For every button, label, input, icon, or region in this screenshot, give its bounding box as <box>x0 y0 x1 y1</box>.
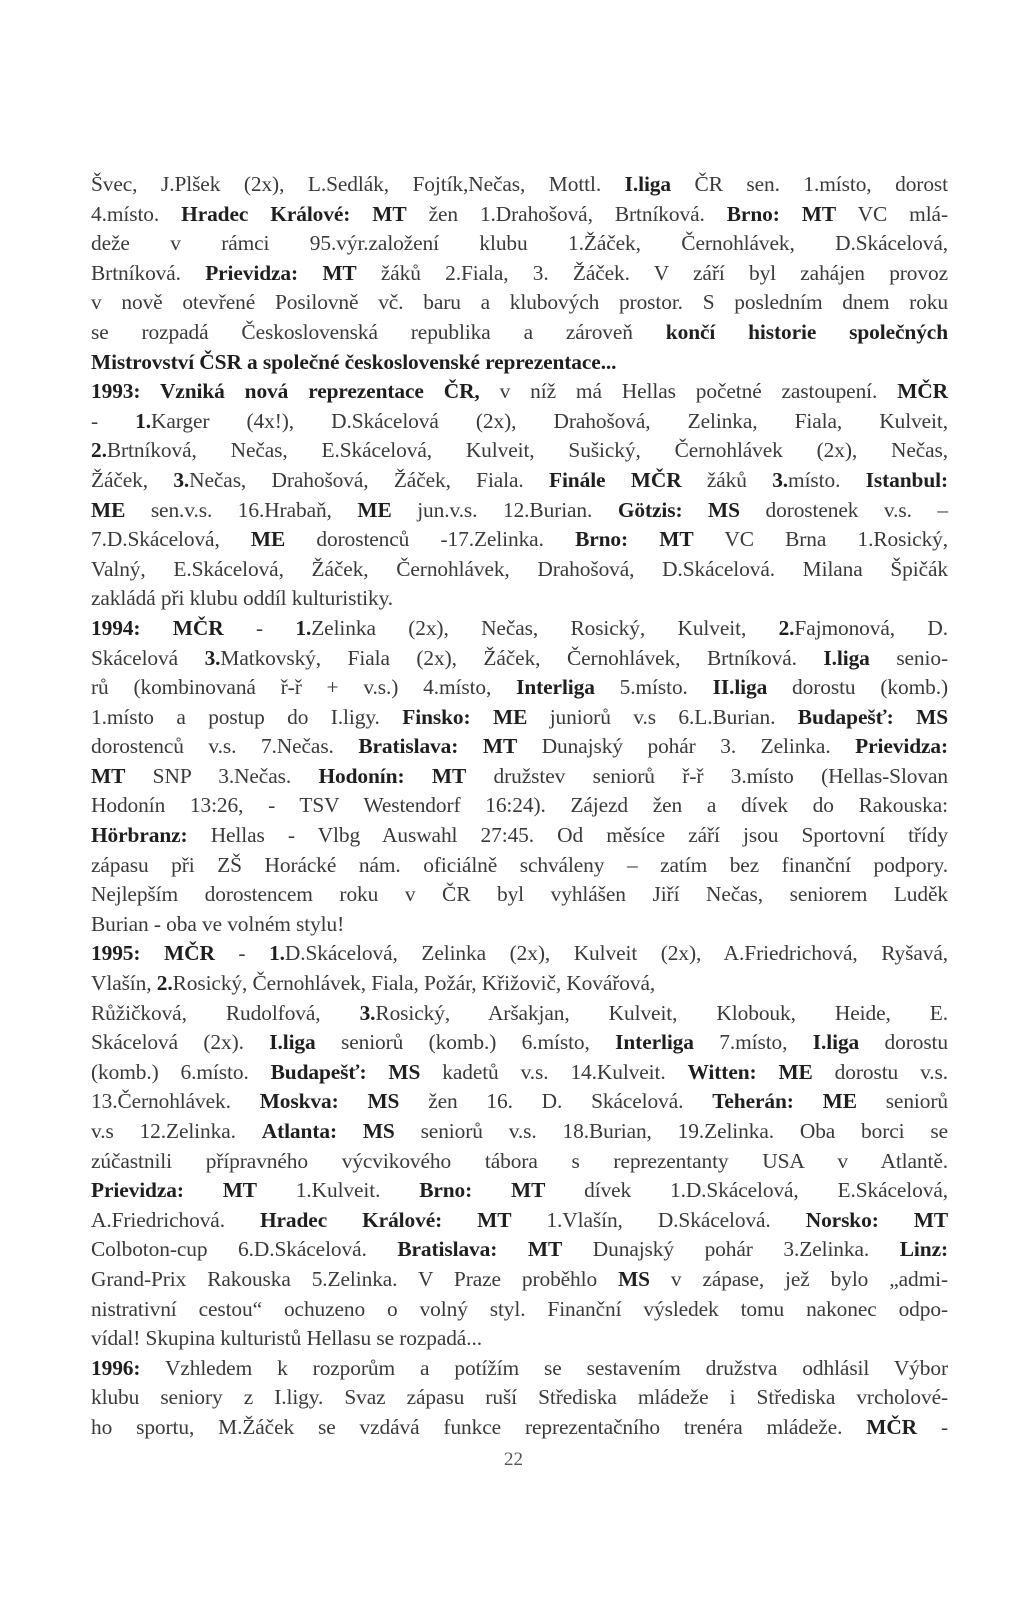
bold-text-segment: MS <box>618 1266 650 1291</box>
bold-text-segment: I.liga <box>269 1030 316 1055</box>
text-segment: v níž má Hellas početné zastoupení. <box>479 379 898 404</box>
bold-text-segment: Hörbranz: <box>91 823 188 848</box>
bold-text-segment: Istanbul: <box>865 467 948 492</box>
text-segment: - <box>214 941 270 966</box>
text-line <box>91 200 948 230</box>
text-segment: Zelinka (2x), Nečas, Rosický, Kulveit, <box>311 615 779 640</box>
text-line <box>91 1206 948 1236</box>
text-line <box>91 318 948 348</box>
text-line <box>91 1147 948 1177</box>
text-line <box>91 1176 948 1206</box>
text-segment: deže v rámci 95.výr.založení klubu 1.Žáček, Černohlávek, D.Skácelová, <box>91 231 948 256</box>
text-segment: Grand-Prix Rakouska 5.Zelinka. V Praze proběhlo <box>91 1266 619 1291</box>
bold-text-segment: 2. <box>156 971 173 996</box>
text-segment: Fajmonová, D. <box>794 615 948 640</box>
text-segment: seniorů v.s. 18.Burian, 19.Zelinka. Oba borci se <box>394 1119 948 1143</box>
bold-text-segment: MČR <box>866 1414 918 1439</box>
text-segment: (komb.) 6.místo. <box>91 1059 271 1084</box>
bold-text-segment: 1993: Vzniká nová reprezentace ČR, <box>91 379 480 404</box>
text-segment: - <box>91 408 136 433</box>
text-segment: zápasu při ZŠ Horácké nám. oficiálně schváleny – zatím bez finanční podpory. <box>91 852 948 877</box>
text-line <box>91 791 948 821</box>
text-line <box>91 939 948 969</box>
bold-text-segment: 1996: <box>91 1355 141 1380</box>
bold-text-segment: MČR <box>897 379 948 404</box>
bold-text-segment: Hradec Králové: MT <box>259 1207 512 1232</box>
bold-text-segment: I.liga <box>823 645 870 670</box>
text-segment: žen 16. D. Skácelová. <box>399 1089 713 1114</box>
bold-text-segment: končí historie společných <box>665 319 948 344</box>
text-segment: Nečas, Drahošová, Žáček, Fiala. <box>189 467 549 492</box>
text-segment: dívek 1.D.Skácelová, E.Skácelová, <box>545 1178 948 1203</box>
text-segment: Brtníková, Nečas, E.Skácelová, Kulveit, Sušický, Černohlávek (2x), Nečas, <box>106 438 948 463</box>
text-segment: Vzhledem k rozporům a potížím se sestavením družstva odhlásil Výbor <box>140 1355 948 1380</box>
text-segment: SNP 3.Nečas. <box>125 763 319 788</box>
bold-text-segment: 1. <box>269 941 285 966</box>
text-line <box>91 910 948 940</box>
text-line <box>91 1383 948 1413</box>
bold-text-segment: 1. <box>135 408 151 433</box>
text-line <box>91 999 948 1029</box>
text-line <box>91 1354 948 1384</box>
text-line <box>91 377 948 407</box>
text-segment: 1.místo a postup do I.ligy. <box>91 704 403 729</box>
text-segment: Skácelová (2x). <box>91 1030 270 1055</box>
bold-text-segment: Bratislava: MT <box>397 1237 563 1262</box>
bold-text-segment: Mistrovství ČSR a společné československé reprezentace... <box>91 349 617 374</box>
text-segment: - <box>917 1414 948 1439</box>
bold-text-segment: 3. <box>204 645 221 670</box>
text-line <box>91 1324 948 1354</box>
page-number: 22 <box>504 1449 523 1470</box>
text-segment: v zápase, jež bylo „admi- <box>649 1266 949 1291</box>
bold-text-segment: Finsko: ME <box>402 704 528 729</box>
bold-text-segment: Finále MČR <box>549 467 682 492</box>
text-segment: 1.Vlašín, D.Skácelová. <box>511 1207 806 1232</box>
bold-text-segment: Hodonín: MT <box>318 763 467 788</box>
text-segment: místo. <box>788 467 866 492</box>
text-segment: žen 1.Drahošová, Brtníková. <box>406 201 727 226</box>
bold-text-segment: Teherán: ME <box>712 1089 857 1114</box>
bold-text-segment: 1995: MČR <box>91 941 215 966</box>
text-segment: Žáček, <box>91 467 174 492</box>
text-line <box>91 703 948 733</box>
text-line <box>91 969 948 999</box>
text-line <box>91 407 948 437</box>
text-segment: Dunajský pohár 3.Zelinka. <box>562 1237 900 1262</box>
text-segment: rů (kombinovaná ř-ř + v.s.) 4.místo, <box>91 675 517 700</box>
bold-text-segment: Witten: ME <box>687 1059 813 1084</box>
text-segment: Nejlepším dorostencem roku v ČR byl vyhlášen Jiří Nečas, seniorem Luděk <box>91 882 948 907</box>
text-segment: - <box>223 615 296 640</box>
bold-text-segment: Brno: MT <box>575 527 694 552</box>
text-segment: Vlašín, <box>91 971 157 996</box>
text-line <box>91 821 948 851</box>
text-segment: D.Skácelová, Zelinka (2x), Kulveit (2x), A.Friedrichová, Ryšavá, <box>284 941 948 966</box>
text-line <box>91 851 948 881</box>
text-segment: Růžičková, Rudolfová, <box>91 1000 360 1025</box>
text-segment: seniorů (komb.) 6.místo, <box>315 1030 616 1055</box>
text-segment: Rosický, Aršakjan, Kulveit, Klobouk, Heide, E. <box>375 1000 948 1025</box>
bold-text-segment: Linz: <box>899 1237 948 1262</box>
text-segment: senio- <box>869 645 948 670</box>
text-segment: Matkovský, Fiala (2x), Žáček, Černohlávek, Brtníková. <box>220 645 824 670</box>
bold-text-segment: I.liga <box>624 172 671 196</box>
text-segment: ČR sen. 1.místo, dorost <box>671 172 948 196</box>
text-line <box>91 259 948 289</box>
text-line <box>91 1295 948 1325</box>
text-segment: seniorů <box>856 1089 948 1114</box>
text-segment: zúčastnili přípravného výcvikového tábora s reprezentanty USA v Atlantě. <box>91 1148 948 1173</box>
text-segment: Colboton-cup 6.D.Skácelová. <box>91 1237 398 1262</box>
text-segment: 7.D.Skácelová, <box>91 527 251 552</box>
bold-text-segment: Bratislava: MT <box>358 734 518 759</box>
bold-text-segment: ME <box>357 497 392 522</box>
text-segment: družstev seniorů ř-ř 3.místo (Hellas-Slovan <box>466 763 948 788</box>
text-line <box>91 229 948 259</box>
bold-text-segment: Moskva: MS <box>259 1089 400 1114</box>
text-line <box>91 732 948 762</box>
text-segment: Brtníková. <box>91 260 206 285</box>
bold-text-segment: Götzis: MS <box>617 497 740 522</box>
text-segment: VC Brna 1.Rosický, <box>693 527 949 552</box>
bold-text-segment: Interliga <box>516 675 595 700</box>
text-segment: Dunajský pohár 3. Zelinka. <box>517 734 856 759</box>
text-line <box>91 1028 948 1058</box>
text-line <box>91 1117 948 1147</box>
text-segment: vídal! Skupina kulturistů Hellasu se rozpadá... <box>91 1326 482 1351</box>
bold-text-segment: MT <box>91 763 126 788</box>
bold-text-segment: Norsko: MT <box>805 1207 949 1232</box>
text-line <box>91 525 948 555</box>
text-segment: juniorů v.s 6.L.Burian. <box>527 704 798 729</box>
text-segment: 1.Kulveit. <box>256 1178 420 1203</box>
text-segment: žáků <box>681 467 773 492</box>
text-line <box>91 762 948 792</box>
text-line <box>91 1058 948 1088</box>
text-line <box>91 288 948 318</box>
bold-text-segment: Hradec Králové: MT <box>181 201 407 226</box>
bold-text-segment: Brno: MT <box>726 201 837 226</box>
text-segment: Skácelová <box>91 645 205 670</box>
text-segment: 13.Černohlávek. <box>91 1089 260 1114</box>
text-segment: dorostenců -17.Zelinka. <box>285 527 576 552</box>
text-segment: Hodonín 13:26, - TSV Westendorf 16:24). Zájezd žen a dívek do Rakouska: <box>91 793 948 818</box>
bold-text-segment: 2. <box>778 615 795 640</box>
text-line <box>91 348 948 378</box>
bold-text-segment: 3. <box>359 1000 376 1025</box>
bold-text-segment: Budapešť: MS <box>270 1059 421 1084</box>
text-line <box>91 436 948 466</box>
text-segment: nistrativní cestou“ ochuzeno o volný styl. Finanční výsledek tomu nakonec odpo- <box>91 1296 948 1321</box>
bold-text-segment: Brno: MT <box>419 1178 546 1203</box>
text-segment: žáků 2.Fiala, 3. Žáček. V září byl zahájen provoz <box>356 260 948 285</box>
text-segment: Hellas - Vlbg Auswahl 27:45. Od měsíce září jsou Sportovní třídy <box>187 823 948 848</box>
text-line <box>91 614 948 644</box>
text-segment: sen.v.s. 16.Hrabaň, <box>125 497 358 522</box>
text-line <box>91 644 948 674</box>
text-segment: ho sportu, M.Žáček se vzdává funkce reprezentačního trenéra mládeže. <box>91 1414 867 1439</box>
text-segment: Švec, J.Plšek (2x), L.Sedlák, Fojtík,Nečas, Mottl. <box>91 172 625 196</box>
bold-text-segment: 2. <box>91 438 107 463</box>
text-line <box>91 1413 948 1443</box>
text-segment: dorostu v.s. <box>812 1059 948 1084</box>
text-segment: klubu seniory z I.ligy. Svaz zápasu ruší Střediska mládeže i Střediska vrcholové- <box>91 1385 948 1410</box>
text-line <box>91 673 948 703</box>
bold-text-segment: Interliga <box>615 1030 694 1055</box>
text-segment: Valný, E.Skácelová, Žáček, Černohlávek, Drahošová, D.Skácelová. Milana Špičák <box>91 556 948 581</box>
bold-text-segment: 3. <box>772 467 789 492</box>
bold-text-segment: 1994: MČR <box>91 615 224 640</box>
text-segment: v nově otevřené Posilovně vč. baru a klubových prostor. S posledním dnem roku <box>91 290 948 315</box>
bold-text-segment: Prievidza: <box>855 734 949 759</box>
text-segment: v.s 12.Zelinka. <box>91 1119 262 1143</box>
text-segment: dorostu <box>859 1030 948 1055</box>
text-line <box>91 1235 948 1265</box>
text-line <box>91 1087 948 1117</box>
text-segment: 4.místo. <box>91 201 182 226</box>
bold-text-segment: ME <box>91 497 126 522</box>
text-segment: 7.místo, <box>693 1030 813 1055</box>
text-segment: kadetů v.s. 14.Kulveit. <box>420 1059 688 1084</box>
text-segment: zakládá při klubu oddíl kulturistiky. <box>91 586 394 611</box>
text-segment: Rosický, Černohlávek, Fiala, Požár, Křižovič, Kovářová, <box>172 971 656 996</box>
bold-text-segment: Atlanta: MS <box>261 1119 395 1143</box>
text-segment: dorostenců v.s. 7.Nečas. <box>91 734 359 759</box>
bold-text-segment: 1. <box>295 615 312 640</box>
text-line <box>91 584 948 614</box>
text-segment: 5.místo. <box>594 675 713 700</box>
bold-text-segment: Prievidza: MT <box>91 1178 257 1203</box>
text-line <box>91 466 948 496</box>
body-text <box>91 170 948 1443</box>
text-line <box>91 880 948 910</box>
bold-text-segment: Budapešť: MS <box>797 704 948 729</box>
bold-text-segment: II.liga <box>712 675 768 700</box>
text-segment: Burian - oba ve volném stylu! <box>91 911 345 936</box>
text-line <box>91 496 948 526</box>
text-segment: A.Friedrichová. <box>91 1207 260 1232</box>
text-line <box>91 1265 948 1295</box>
bold-text-segment: 3. <box>173 467 190 492</box>
text-segment: VC mlá- <box>836 201 948 226</box>
bold-text-segment: I.liga <box>812 1030 860 1055</box>
text-line <box>91 555 948 585</box>
text-segment: dorostu (komb.) <box>767 675 948 700</box>
text-segment: se rozpadá Československá republika a zároveň <box>91 319 666 344</box>
text-line <box>91 170 948 200</box>
text-segment: jun.v.s. 12.Burian. <box>391 497 618 522</box>
bold-text-segment: ME <box>250 527 286 552</box>
text-segment: dorostenek v.s. – <box>739 497 948 522</box>
bold-text-segment: Prievidza: MT <box>205 260 357 285</box>
text-segment: Karger (4x!), D.Skácelová (2x), Drahošová, Zelinka, Fiala, Kulveit, <box>151 408 948 433</box>
